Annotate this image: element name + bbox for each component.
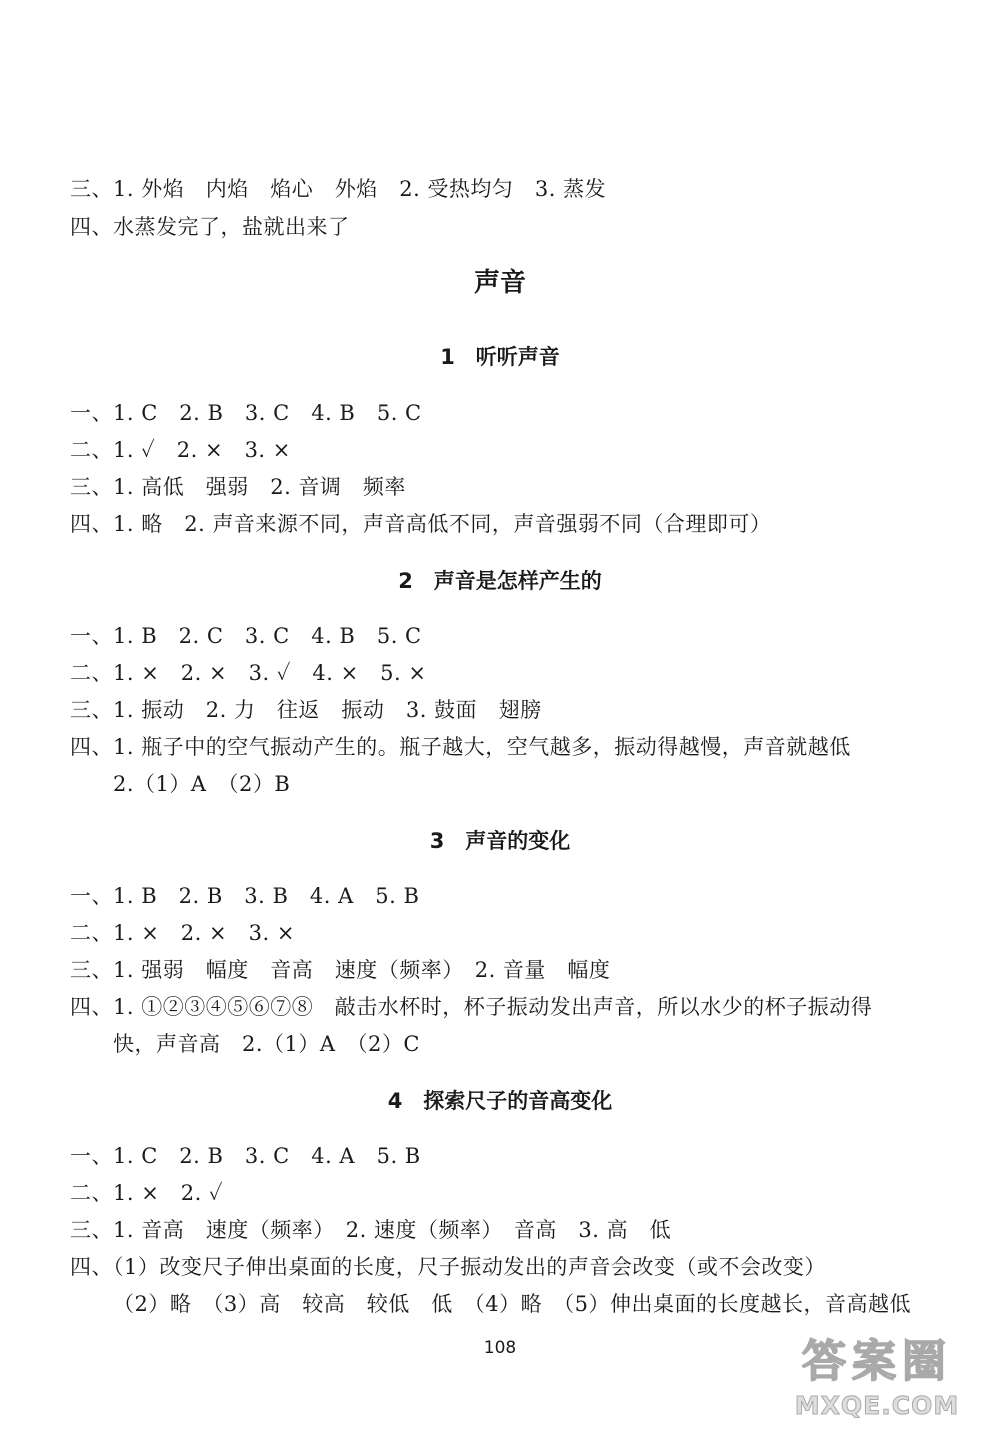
answer-line: 一、1. C 2. B 3. C 4. B 5. C [70,401,422,425]
answer-line-continuation: （2）略 （3）高 较高 较低 低 （4）略 （5）伸出桌面的长度越长，音高越低 [113,1292,911,1316]
answer-line: 三、1. 高低 强弱 2. 音调 频率 [70,475,406,499]
answer-line: 四、1. 略 2. 声音来源不同，声音高低不同，声音强弱不同（合理即可） [70,512,772,536]
answer-line-continuation: 快，声音高 2.（1）A （2）C [113,1032,420,1056]
answer-line: 三、1. 强弱 幅度 音高 速度（频率） 2. 音量 幅度 [70,958,611,982]
answer-line: 三、1. 外焰 内焰 焰心 外焰 2. 受热均匀 3. 蒸发 [70,177,607,201]
answer-line: 三、1. 振动 2. 力 往返 振动 3. 鼓面 翅膀 [70,698,542,722]
watermark-chars: 答案圈 [802,1336,952,1387]
answer-line: 一、1. B 2. B 3. B 4. A 5. B [70,884,420,908]
section-heading: 3 声音的变化 [429,829,571,853]
answer-line: 二、1. ✓ 2. × 3. × [70,438,291,462]
watermark-url: MXQE.COM [794,1391,960,1420]
answer-line: 一、1. B 2. C 3. C 4. B 5. C [70,624,422,648]
answer-line: 四、水蒸发完了，盐就出来了 [70,215,350,239]
answer-line: 四、1. 瓶子中的空气振动产生的。瓶子越大，空气越多，振动得越慢，声音就越低 [70,735,851,759]
chapter-title: 声音 [473,268,526,298]
answer-line: 二、1. × 2. × 3. ✓ 4. × 5. × [70,661,427,685]
answer-line: 三、1. 音高 速度（频率） 2. 速度（频率） 音高 3. 高 低 [70,1218,672,1242]
answer-line-continuation: 2.（1）A （2）B [113,772,291,796]
answer-line: 四、（1）改变尺子伸出桌面的长度，尺子振动发出的声音会改变（或不会改变） [70,1255,826,1279]
answer-line: 二、1. × 2. × 3. × [70,921,295,945]
answer-line: 四、1. ①②③④⑤⑥⑦⑧ 敲击水杯时，杯子振动发出声音，所以水少的杯子振动得 [70,995,873,1019]
page-number: 108 [483,1338,517,1358]
section-heading: 1 听听声音 [440,345,560,369]
answer-line: 一、1. C 2. B 3. C 4. A 5. B [70,1144,421,1168]
section-heading: 2 声音是怎样产生的 [398,569,602,593]
section-heading: 4 探索尺子的音高变化 [387,1089,613,1113]
answer-line: 二、1. × 2. ✓ [70,1181,224,1205]
watermark-logo [772,1334,982,1424]
